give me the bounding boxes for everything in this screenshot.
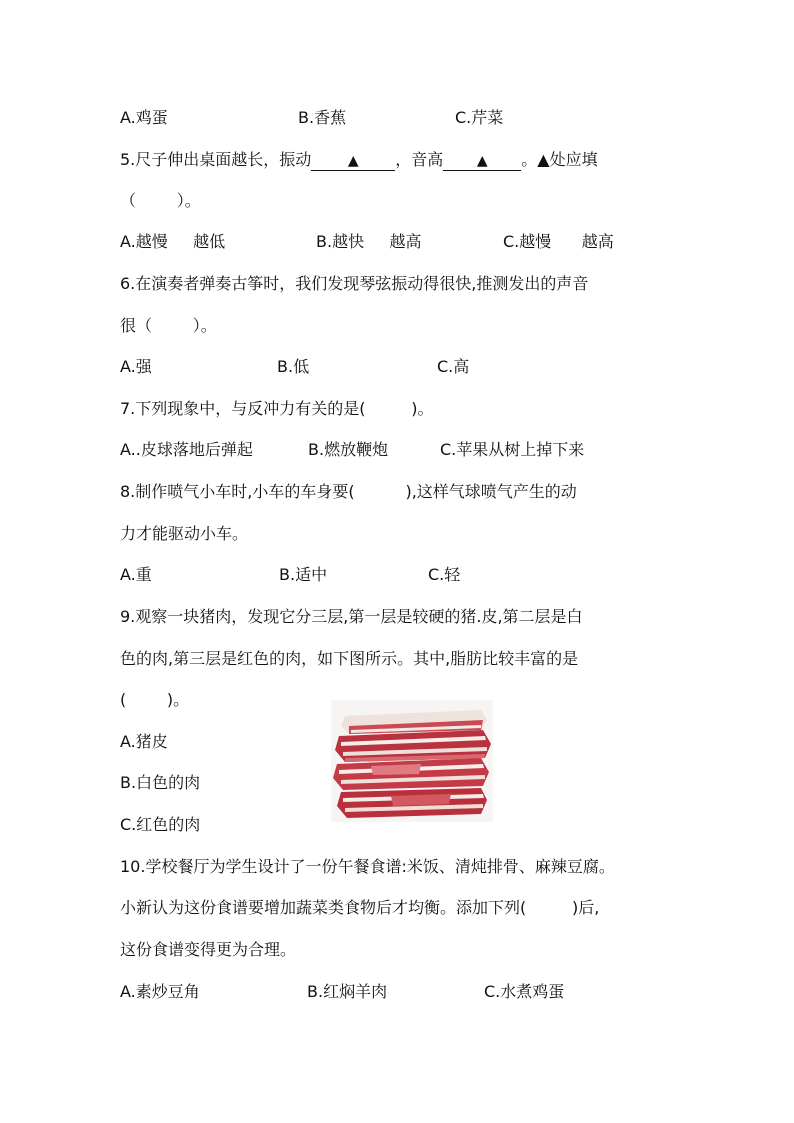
q8-stem-line2: 力才能驱动小车。 [120,524,249,543]
q6-stem-line1: 6.在演奏者弹奏古筝时，我们发现琴弦振动得很快,推测发出的声音 [120,274,589,293]
q4-option-a: A.鸡蛋 [120,108,168,127]
q8-option-b: B.适中 [279,565,328,584]
q4-option-b: B.香蕉 [298,108,347,127]
q5-answer-paren: （ ）。 [120,191,201,210]
q9-stem-line3: ( )。 [120,690,190,709]
q5-text-2: ，音高 [395,150,444,169]
q10-option-c: C.水煮鸡蛋 [484,982,565,1001]
q5-text-1: 5.尺子伸出桌面越长，振动 [120,150,312,169]
q7-option-b: B.燃放鞭炮 [308,440,389,459]
q5-stem [120,150,598,171]
q10-stem-line3: 这份食谱变得更为合理。 [120,940,297,959]
q7-option-a: A..皮球落地后弹起 [120,440,253,459]
q10-stem-line2: 小新认为这份食谱要增加蔬菜类食物后才均衡。添加下列( )后, [120,898,600,917]
q9-option-b: B.白色的肉 [120,773,201,792]
q10-stem-line1: 10.学校餐厅为学生设计了一份午餐食谱:米饭、清炖排骨、麻辣豆腐。 [120,857,615,876]
q10-option-b: B.红焖羊肉 [307,982,388,1001]
q6-option-b: B.低 [277,357,310,376]
q5-text-3: 。▲处应填 [521,150,598,169]
pork-belly-image [331,700,493,822]
triangle-icon: ▲ [476,153,488,169]
q8-stem-line1: 8.制作喷气小车时,小车的车身要( ),这样气球喷气产生的动 [120,482,577,501]
q6-option-a: A.强 [120,357,152,376]
q4-option-c: C.芹菜 [455,108,504,127]
q8-option-c: C.轻 [428,565,461,584]
q10-option-a: A.素炒豆角 [120,982,200,1001]
q5-option-c: C.越慢 越高 [503,232,614,251]
q9-stem-line2: 色的肉,第三层是红色的肉，如下图所示。其中,脂肪比较丰富的是 [120,649,579,668]
q7-stem: 7.下列现象中，与反冲力有关的是( )。 [120,399,434,418]
q6-option-c: C.高 [437,357,470,376]
q9-option-a: A.猪皮 [120,732,168,751]
q6-stem-line2: 很（ ）。 [120,316,217,335]
q7-option-c: C.苹果从树上掉下来 [440,440,585,459]
q5-option-a: A.越慢 越低 [120,232,226,251]
q5-option-b: B.越快 越高 [316,232,422,251]
q5-blank-1 [311,151,395,171]
q8-option-a: A.重 [120,565,152,584]
q9-stem-line1: 9.观察一块猪肉，发现它分三层,第一层是较硬的猪.皮,第二层是白 [120,607,583,626]
q5-blank-2 [443,151,521,171]
triangle-icon: ▲ [347,153,359,169]
q9-option-c: C.红色的肉 [120,815,201,834]
